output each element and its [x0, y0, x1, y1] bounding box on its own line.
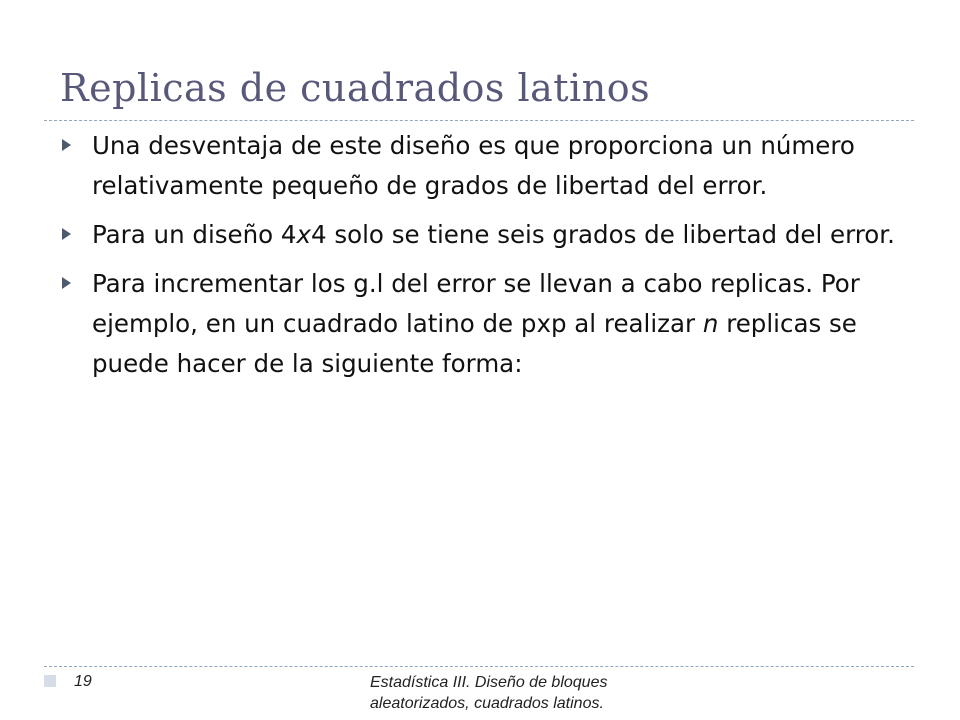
- page-number: 19: [74, 673, 92, 690]
- triangle-right-icon: [60, 215, 92, 240]
- bullet-item: [60, 126, 900, 206]
- slide-title: Replicas de cuadrados latinos: [60, 66, 651, 110]
- triangle-right-icon: [60, 126, 92, 151]
- bullet-item: [60, 264, 900, 384]
- bullet-list: [60, 126, 900, 393]
- bullet-item: [60, 215, 900, 255]
- footer-text: Estadística III. Diseño de bloques aleatorizados, cuadrados latinos.: [370, 674, 608, 712]
- title-divider: [44, 120, 914, 121]
- bullet-text: Para incrementar los g.l del error se llevan a cabo replicas. Por ejemplo, en un cuadrado latino de pxp al realizar n replicas se puede hacer de la siguiente forma:: [92, 269, 860, 378]
- bullet-text: Una desventaja de este diseño es que proporciona un número relativamente pequeño de grados de libertad del error.: [92, 131, 855, 200]
- triangle-right-icon: [60, 264, 92, 289]
- bullet-text: Para un diseño 4x4 solo se tiene seis grados de libertad del error.: [92, 220, 895, 249]
- footer-divider: [44, 666, 914, 667]
- footer-square-icon: [44, 675, 56, 687]
